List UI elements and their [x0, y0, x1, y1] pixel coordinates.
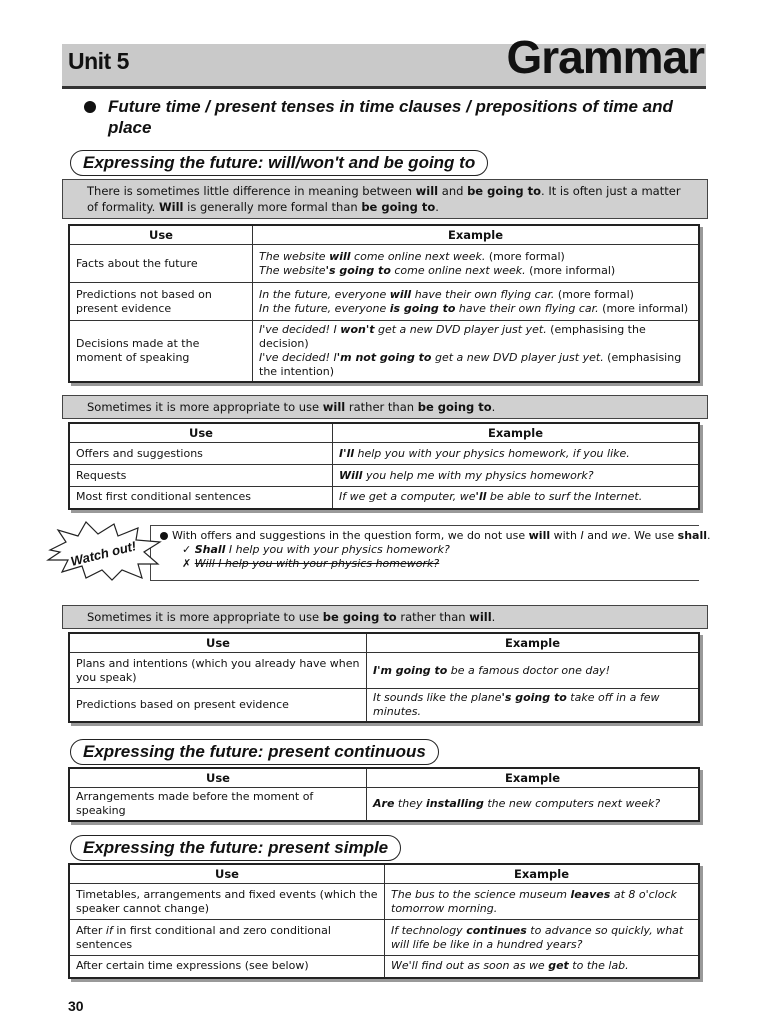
use-cell: Requests [69, 465, 333, 487]
example-cell: In the future, everyone will have their own flying car. (more formal) In the future, everyone is going to have their own flying car. (more informal) [253, 283, 700, 321]
col-example: Example [367, 633, 700, 653]
use-cell: Plans and intentions (which you already have when you speak) [69, 653, 367, 689]
table-row [69, 487, 699, 509]
bullet-icon [160, 532, 168, 540]
example-cell: The bus to the science museum leaves at 8 o'clock tomorrow morning. [385, 884, 700, 920]
example-cell: If technology continues to advance so quickly, what will life be like in a hundred years? [385, 920, 700, 956]
note-band-3: Sometimes it is more appropriate to use be going to rather than will. [62, 605, 708, 629]
section-heading-present-continuous: Expressing the future: present continuous [70, 739, 439, 765]
table-header-row [69, 225, 699, 245]
table-header-row [69, 633, 699, 653]
unit-label: Unit 5 [68, 48, 129, 74]
use-cell: Predictions based on present evidence [69, 689, 367, 723]
page-title: Grammar [506, 31, 704, 83]
note-band-2: Sometimes it is more appropriate to use will rather than be going to. [62, 395, 708, 419]
table-row [69, 689, 699, 723]
table-row [69, 283, 699, 321]
section-heading-present-simple: Expressing the future: present simple [70, 835, 401, 861]
use-cell: Arrangements made before the moment of speaking [69, 788, 367, 822]
example-cell: We'll find out as soon as we get to the lab. [385, 956, 700, 978]
table-going-to [68, 632, 700, 723]
col-example: Example [333, 423, 700, 443]
col-use: Use [69, 423, 333, 443]
topics-line: Future time / present tenses in time clauses / prepositions of time and place [84, 96, 684, 138]
example-cell: If we get a computer, we'll be able to surf the Internet. [333, 487, 700, 509]
watch-out-text: With offers and suggestions in the question form, we do not use will with I and we. We use shall. ✓ Shall I help you with your physics homework? ✗ Will I help you with your physics homework? [172, 529, 711, 571]
example-cell: I'm going to be a famous doctor one day! [367, 653, 700, 689]
col-example: Example [385, 864, 700, 884]
table-row [69, 653, 699, 689]
col-use: Use [69, 864, 385, 884]
page-number: 30 [68, 998, 84, 1014]
col-example: Example [367, 768, 700, 788]
table-row [69, 920, 699, 956]
tick-icon: ✓ [182, 543, 192, 556]
col-example: Example [253, 225, 700, 245]
example-cell: It sounds like the plane's going to take off in a few minutes. [367, 689, 700, 723]
note-band-1: There is sometimes little difference in meaning between will and be going to. It is often just a matter of formality. Will is generally more formal than be going to. [62, 179, 708, 219]
table-will [68, 422, 700, 510]
col-use: Use [69, 768, 367, 788]
example-cell: I've decided! I won't get a new DVD player just yet. (emphasising the decision) I've decided! I'm not going to get a new DVD player just yet. (emphasising the intention) [253, 321, 700, 383]
watch-out-label: Watch out! [69, 538, 138, 569]
use-cell: Facts about the future [69, 245, 253, 283]
use-cell: Offers and suggestions [69, 443, 333, 465]
table-row [69, 788, 699, 822]
use-cell: Predictions not based on present evidence [69, 283, 253, 321]
example-cell: Will you help me with my physics homework? [333, 465, 700, 487]
watch-out-burst-icon [46, 520, 164, 582]
table-present-continuous [68, 767, 700, 822]
table-header-row [69, 768, 699, 788]
section-heading-will-going-to: Expressing the future: will/won't and be going to [70, 150, 488, 176]
table-row [69, 956, 699, 978]
cross-icon: ✗ [182, 557, 192, 570]
col-use: Use [69, 633, 367, 653]
table-row [69, 245, 699, 283]
table-present-simple [68, 863, 700, 979]
col-use: Use [69, 225, 253, 245]
use-cell: Timetables, arrangements and fixed events (which the speaker cannot change) [69, 884, 385, 920]
table-header-row [69, 423, 699, 443]
table-will-going-to [68, 224, 700, 383]
table-row [69, 465, 699, 487]
example-cell: Are they installing the new computers next week? [367, 788, 700, 822]
table-row [69, 884, 699, 920]
bullet-icon [84, 101, 96, 113]
table-row [69, 443, 699, 465]
example-cell: I'll help you with your physics homework, if you like. [333, 443, 700, 465]
use-cell: After certain time expressions (see below) [69, 956, 385, 978]
use-cell: Most first conditional sentences [69, 487, 333, 509]
example-cell: The website will come online next week. (more formal) The website's going to come online next week. (more informal) [253, 245, 700, 283]
use-cell: After if in first conditional and zero conditional sentences [69, 920, 385, 956]
table-row [69, 321, 699, 383]
use-cell: Decisions made at the moment of speaking [69, 321, 253, 383]
table-header-row [69, 864, 699, 884]
